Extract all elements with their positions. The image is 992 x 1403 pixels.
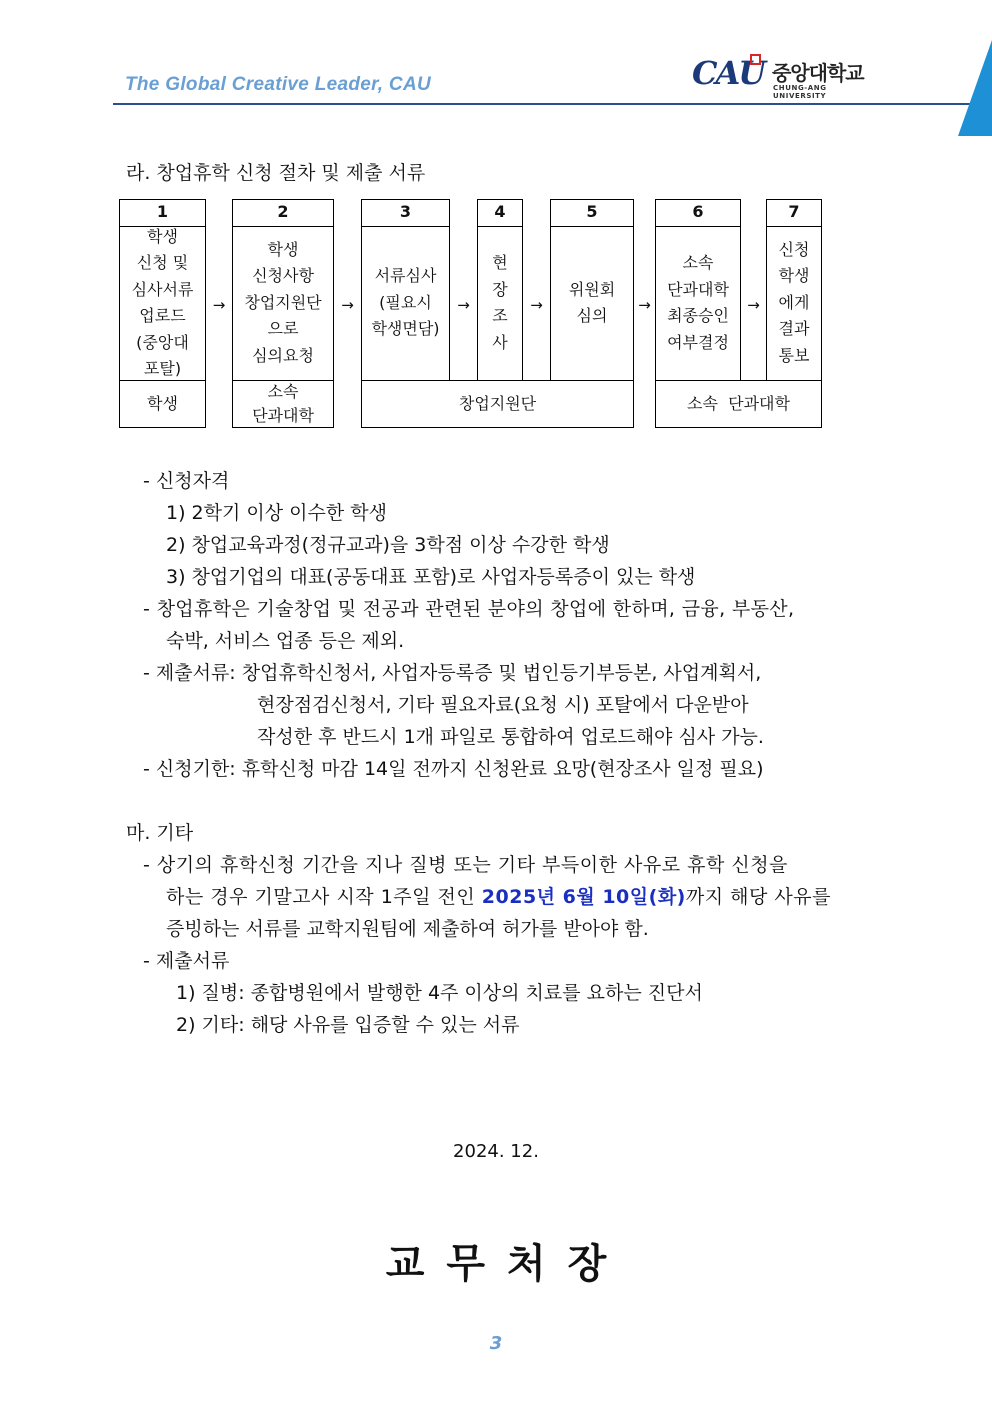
step-line: 신청 [778,239,810,259]
other-paragraph-line-2 [166,885,831,909]
step-description [477,226,523,380]
flow-arrow-icon: → [747,296,760,314]
step-description-text [371,263,439,343]
scope-line-2: 숙박, 서비스 업종 등은 제외. [166,630,405,652]
step-line: 학생 [267,239,299,259]
documents-line-3: 작성한 후 반드시 1개 파일로 통합하여 업로드해야 심사 가능. [257,726,764,748]
other-documents-title: - 제출서류 [143,950,230,972]
qualification-item-1: 1) 2학기 이상 이수한 학생 [166,502,387,524]
step-line: 심의요청 [252,345,314,365]
owner-label [655,380,822,428]
other-paragraph-line-3: 증빙하는 서류를 교학지원팀에 제출하여 허가를 받아야 함. [166,918,649,940]
step-line: 심사서류 [131,279,194,299]
owner-label [232,380,334,428]
step-line: 서류심사 [374,266,437,286]
header-slogan: The Global Creative Leader, CAU [125,74,431,95]
step-line: 단과대학 [667,279,729,299]
step-line: 심의 [576,306,608,325]
highlighted-date: 2025년 6월 10일(화) [481,886,686,908]
step-line: 최종승인 [667,306,729,325]
step-number: 4 [494,202,506,221]
owner-label [361,380,634,428]
step-description [119,226,206,380]
step-line: 결과 [778,319,810,339]
step-description-text [779,237,810,370]
step-line: 사 [492,332,508,352]
step-line: 현 [492,253,508,272]
step-number: 5 [586,202,598,221]
other-document-item-1: 1) 질병: 종합병원에서 발행한 4주 이상의 치료를 요하는 진단서 [176,982,703,1004]
step-description-text [492,250,507,356]
step-description [655,226,741,380]
flow-arrow-icon: → [341,296,354,314]
owner-label-text [687,392,790,416]
logo-english-name: CHUNG-ANG UNIVERSITY [773,84,827,100]
step-description-text [667,250,729,356]
section-ma-title: 마. 기타 [126,822,194,844]
step-line: 소속 [682,253,714,272]
owner-line: 소속 [267,382,299,401]
step-line: 으로 [267,319,299,339]
step-line: (필요시 [379,292,432,312]
owner-label [119,380,206,428]
header-divider [113,103,992,105]
flow-arrow-icon: → [530,296,543,314]
step-number: 3 [399,202,412,221]
logo-red-square-icon [750,54,761,65]
step-line: 장 [492,279,508,299]
step-description-text [132,224,194,383]
step-description [550,226,634,380]
step-line: 신청 및 [136,253,189,272]
step-line: 통보 [778,345,810,365]
step-number: 6 [692,202,704,221]
owner-label-text [459,392,536,416]
scope-line-1: - 창업휴학은 기술창업 및 전공과 관련된 분야의 창업에 한하며, 금융, 부동산, [143,598,795,620]
other-paragraph-text: 하는 경우 기말고사 시작 1주일 전인 [166,886,482,908]
step-description [232,226,334,380]
step-description-text [569,277,615,330]
step-description [361,226,450,380]
owner-line: 소속 단과대학 [687,394,790,413]
flow-arrow-icon: → [212,296,226,314]
signature-title: 교무처장 [385,1241,629,1287]
owner-line: 창업지원단 [458,394,537,413]
qualification-title: - 신청자격 [143,470,230,492]
step-line: 여부결정 [667,332,729,352]
deadline-line: - 신청기한: 휴학신청 마감 14일 전까지 신청완료 요망(현장조사 일정 필요) [143,758,764,780]
university-logo [692,54,867,100]
documents-line-1: - 제출서류: 창업휴학신청서, 사업자등록증 및 법인등기부등본, 사업계획서, [143,662,762,684]
step-line: 에게 [778,292,810,312]
step-line: 학생 [778,266,810,286]
step-description-text [244,237,321,370]
header-corner-triangle [958,40,992,136]
logo-korean-name: 중앙대학교 [772,61,864,85]
step-line: 업로드 [139,306,186,325]
document-date: 2024. 12. [453,1141,539,1162]
logo-mark: CAU [692,54,765,92]
step-line: 조 [492,306,508,325]
other-paragraph-line-1: - 상기의 휴학신청 기간을 지나 질병 또는 기타 부득이한 사유로 휴학 신청을 [143,854,788,876]
qualification-item-2: 2) 창업교육과정(정규교과)을 3학점 이상 수강한 학생 [166,534,610,556]
other-paragraph-text-end: 까지 해당 사유를 [685,886,831,908]
step-line: (중앙대 [136,332,189,352]
step-number: 2 [277,202,289,221]
step-line: 포탈) [143,359,182,378]
step-line: 창업지원단 [244,292,322,312]
owner-label-text [147,392,178,416]
flow-arrow-icon: → [638,296,651,314]
page-number: 3 [489,1333,503,1354]
step-line: 학생면담) [371,319,440,339]
step-line: 신청사항 [252,266,314,286]
section-ra-title: 라. 창업휴학 신청 절차 및 제출 서류 [126,162,426,184]
step-number: 7 [788,202,800,221]
owner-line: 학생 [147,394,178,413]
step-number: 1 [156,202,169,221]
owner-line: 단과대학 [252,406,314,425]
documents-line-2: 현장점검신청서, 기타 필요자료(요청 시) 포탈에서 다운받아 [257,694,749,716]
owner-label-text [252,380,314,428]
flow-arrow-icon: → [457,296,470,314]
step-description [766,226,822,380]
other-document-item-2: 2) 기타: 해당 사유를 입증할 수 있는 서류 [176,1014,520,1036]
step-line: 학생 [147,226,178,246]
qualification-item-3: 3) 창업기업의 대표(공동대표 포함)로 사업자등록증이 있는 학생 [166,566,696,588]
step-line: 위원회 [568,279,616,299]
